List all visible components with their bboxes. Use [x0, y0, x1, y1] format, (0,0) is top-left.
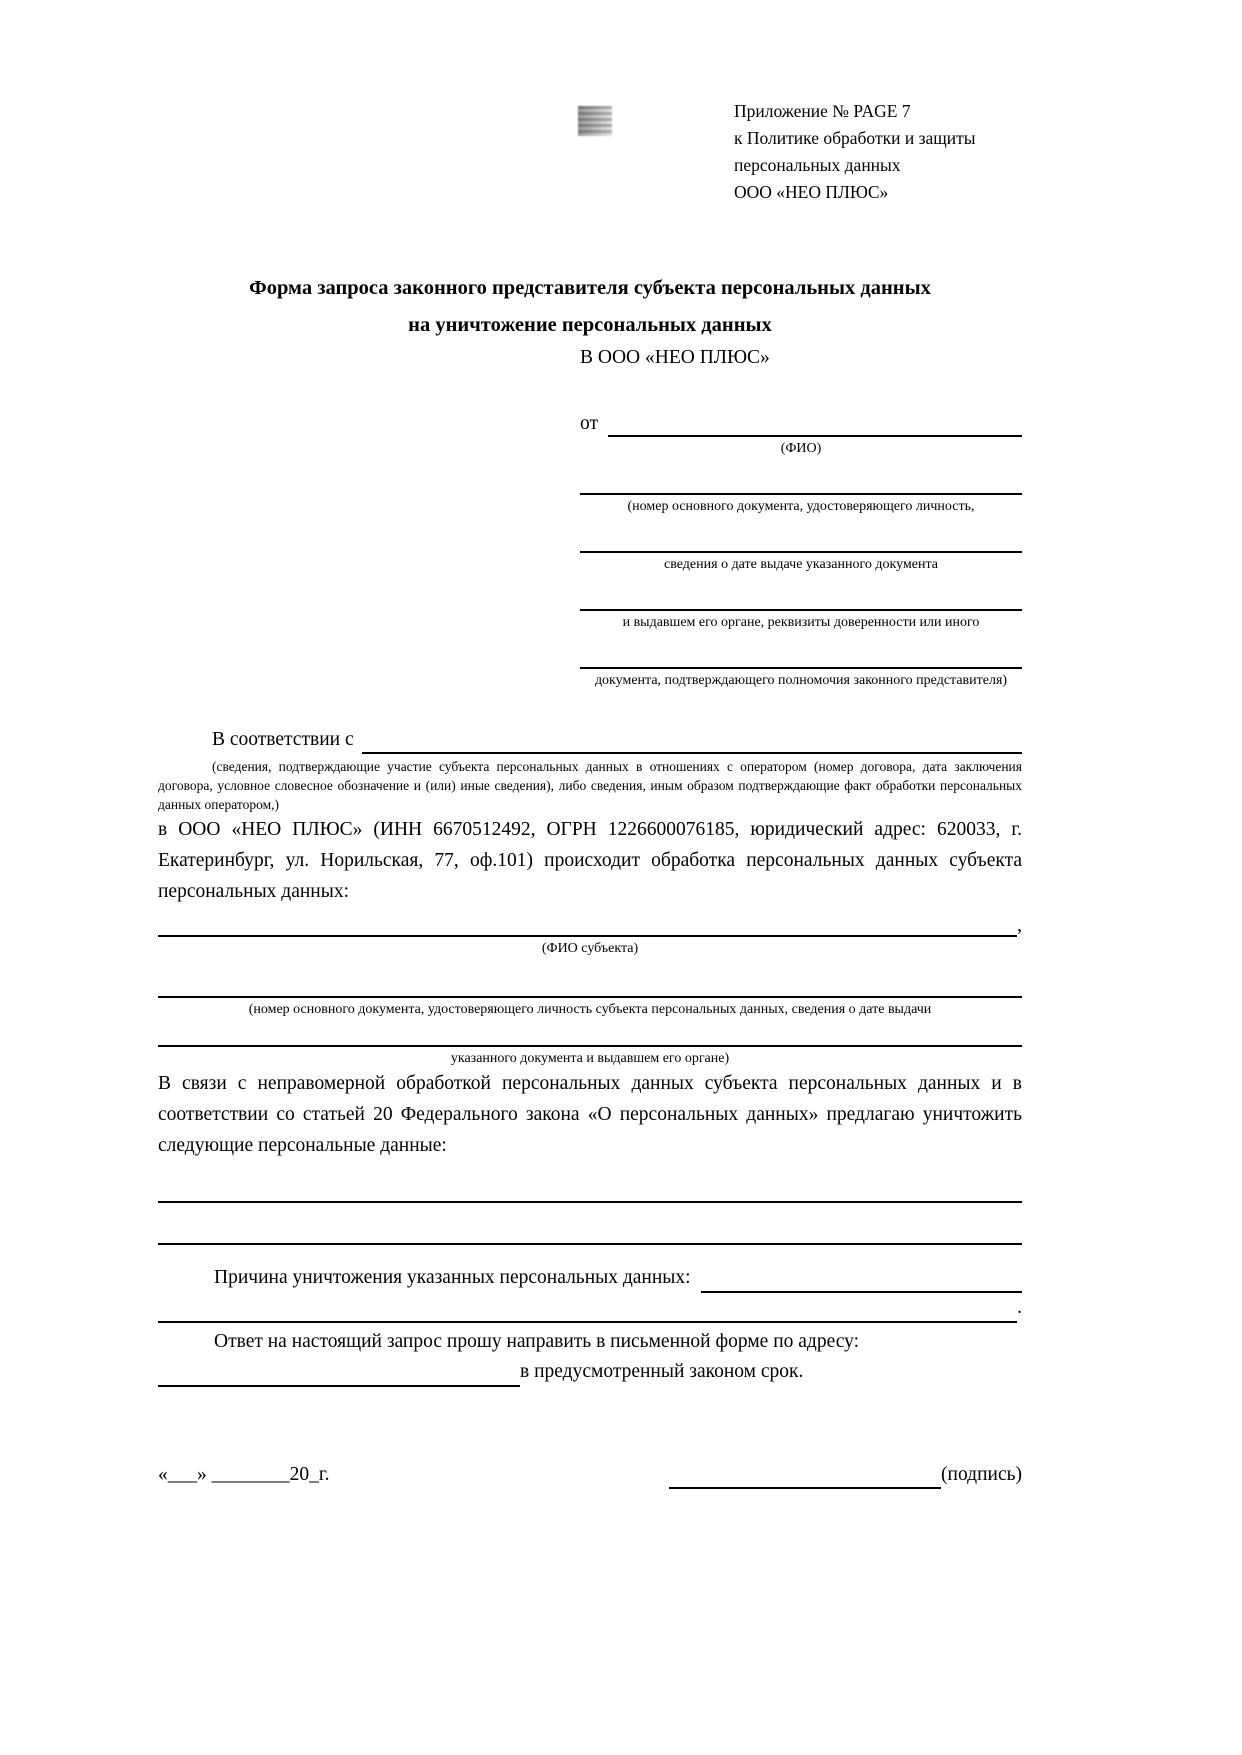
representative-doc-fill-line-2	[580, 527, 1022, 553]
date-fill-text: «___» ________20_г.	[158, 1464, 330, 1485]
according-fill-line	[362, 730, 1022, 754]
representative-doc-caption-2: сведения о дате выдаче указанного документа	[664, 557, 938, 572]
blurred-text-artifact-icon	[578, 106, 612, 136]
subject-fio-row	[158, 907, 1022, 937]
answer-intro: Ответ на настоящий запрос прошу направить в письменной форме по адресу:	[214, 1331, 860, 1352]
data-to-destroy-fill-line-2	[158, 1203, 1022, 1245]
representative-doc-caption-4: документа, подтверждающего полномочия законного представителя)	[594, 673, 1008, 688]
signature-caption: (подпись)	[941, 1464, 1022, 1485]
form-title-line2: на уничтожение персональных данных	[408, 314, 772, 336]
according-row	[158, 726, 1022, 754]
subject-doc-caption-2: указанного документа и выдавшем его органе)	[450, 1051, 730, 1066]
signature-fill-line	[669, 1465, 941, 1489]
reason-fill-line	[701, 1269, 1022, 1293]
appendix-policy-line: к Политике обработки и защиты	[734, 128, 976, 148]
subject-doc-fill-line-2	[158, 1019, 1022, 1047]
from-row	[580, 411, 1022, 437]
representative-doc-caption-1: (номер основного документа, удостоверяющего личность,	[627, 499, 975, 514]
answer-address-fill-line	[158, 1363, 520, 1387]
fio-caption: (ФИО)	[780, 441, 822, 456]
subject-fio-comma: ,	[1017, 915, 1022, 936]
reason-continuation-row	[158, 1293, 1022, 1323]
representative-doc-fill-line-3	[580, 585, 1022, 611]
reason-period: .	[1017, 1297, 1022, 1318]
appendix-header	[158, 98, 1022, 206]
appendix-header-text	[734, 98, 976, 206]
request-paragraph: В связи с неправомерной обработкой персональных данных субъекта персональных данных и в соответствии со статьей 20 Федерального закона «О персональных данных» предлагаю уничтожить следующие персональные данные:	[158, 1073, 1022, 1156]
representative-doc-fill-line-4	[580, 643, 1022, 669]
subject-doc-caption-1: (номер основного документа, удостоверяющего личность субъекта персональных данных, сведения о дате выдачи	[248, 1002, 932, 1017]
form-title-line1: Форма запроса законного представителя субъекта персональных данных	[249, 277, 931, 299]
reason-fill-line-2	[158, 1295, 1017, 1323]
appendix-policy-line2: персональных данных	[734, 155, 901, 175]
spacer	[158, 958, 1022, 970]
signature-right	[669, 1461, 1022, 1489]
answer-address-row	[158, 1357, 1022, 1387]
signature-row	[158, 1461, 1022, 1489]
appendix-number-line: Приложение № PAGE 7	[734, 101, 911, 121]
form-title	[158, 270, 1022, 344]
reason-row	[158, 1263, 1022, 1293]
representative-doc-fill-line-1	[580, 469, 1022, 495]
reason-label: Причина уничтожения указанных персональных данных:	[214, 1267, 691, 1288]
subject-fio-fill-line	[158, 907, 1017, 937]
appendix-company-line: ООО «НЕО ПЛЮС»	[734, 182, 889, 202]
according-label: В соответствии с	[212, 729, 354, 750]
addressee-company: В ООО «НЕО ПЛЮС»	[580, 347, 770, 368]
answer-suffix: в предусмотренный законом срок.	[520, 1361, 804, 1382]
subject-fio-caption: (ФИО субъекта)	[541, 941, 639, 956]
operator-paragraph: в ООО «НЕО ПЛЮС» (ИНН 6670512492, ОГРН 1226600076185, юридический адрес: 620033, г. Екатеринбург, ул. Норильская, 77, оф.101) происходит обработка персональных данных субъекта персональных данных:	[158, 819, 1022, 902]
data-to-destroy-fill-line-1	[158, 1161, 1022, 1203]
subject-doc-fill-line-1	[158, 970, 1022, 998]
from-label: от	[580, 413, 599, 434]
fio-fill-line	[608, 413, 1022, 437]
according-caption: (сведения, подтверждающие участие субъекта персональных данных в отношениях с оператором (номер договора, дата заключения договора, условное словесное обозначение и (или) иные сведения), либо сведения, иным образом подтверждающие факт обработки персональных данных оператором,)	[158, 759, 1022, 812]
representative-doc-caption-3: и выдавшем его органе, реквизиты доверенности или иного	[622, 615, 980, 630]
